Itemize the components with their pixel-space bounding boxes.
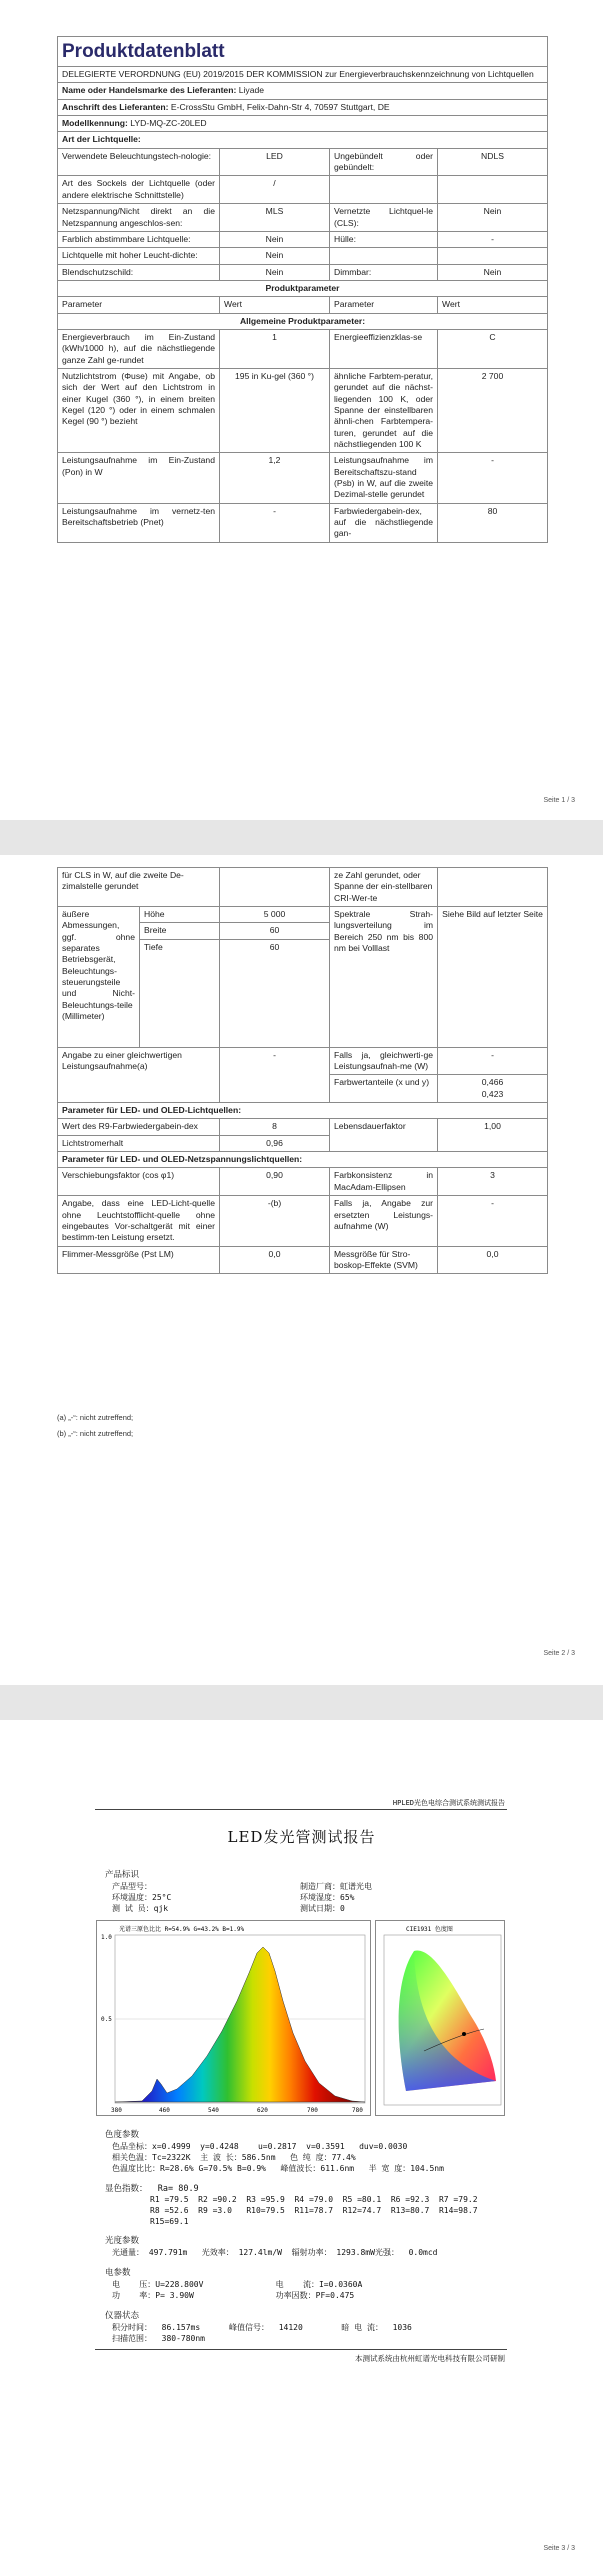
table-row: Wert des R9-Farbwiedergabein-dex 8 Lebensdauerfaktor 1,00 <box>58 1119 548 1135</box>
x-tick: 780 <box>352 2107 363 2114</box>
table-row: Leistungsaufnahme im Ein-Zustand (Pon) in W 1,2 Leistungsaufnahme im Bereitschaftszu-stand (Psb) in W, auf die zweite Dezimal-stelle gerundet - <box>58 453 548 503</box>
page-3 <box>0 1720 603 2560</box>
dimensions-label: äußere Abmessungen, ggf. ohne separates Betriebsgerät, Beleuchtungs-steuerungsteile und Nicht-Beleuchtungs-teile (Millimeter) <box>58 907 140 1048</box>
footnote-b: (b) „-“: nicht zutreffend; <box>57 1429 134 1438</box>
render-head: 显色指数： Ra= 80.9 <box>105 2184 199 2194</box>
spectrum-title: 光谱三原色比比 R=54.9% G=43.2% B=1.9% <box>119 1926 245 1933</box>
measured-point <box>462 2032 466 2036</box>
x-tick: 460 <box>159 2107 170 2114</box>
column-header-row: Parameter Wert Parameter Wert <box>58 297 548 313</box>
render-line-1: R1 =79.5 R2 =90.2 R3 =95.9 R4 =79.0 R5 =80.1 R6 =92.3 R7 =79.2 <box>150 2195 478 2204</box>
elec-line-2: 功 率：P= 3.90W 功率因数：PF=0.475 <box>112 2291 355 2300</box>
inst-head: 仪器状态 <box>105 2311 140 2321</box>
table-row: Netzspannung/Nicht direkt an die Netzspannung angeschlos-sen: MLS Vernetzte Lichtquel-le (CLS): Nein <box>58 204 548 232</box>
spectrum-chart <box>97 1921 372 2117</box>
table-row: Angabe zu einer gleichwertigen Leistungsaufnahme(a) - Falls ja, gleichwerti-ge Leistungsaufnah-me (W) - <box>58 1047 548 1075</box>
x-tick: 700 <box>307 2107 318 2114</box>
datasheet-table-2 <box>57 867 548 1274</box>
table-row: Blendschutzschild: Nein Dimmbar: Nein <box>58 264 548 280</box>
page-number: Seite 1 / 3 <box>543 797 575 804</box>
page-2 <box>0 855 603 1685</box>
table-row: Lichtquelle mit hoher Leucht-dichte: Nein <box>58 248 548 264</box>
elec-line-1: 电 压：U=228.800V 电 流：I=0.0360A <box>112 2280 363 2289</box>
color-line-1: 色品坐标：x=0.4999 y=0.4248 u=0.2817 v=0.3591 duv=0.0030 <box>112 2142 408 2151</box>
datasheet-table-1 <box>57 36 548 543</box>
table-row: Farbwertanteile (x und y) 0,466 0,423 <box>58 1075 548 1103</box>
tester-label: 测 试 员：qjk <box>112 1904 169 1913</box>
y-tick-05: 0.5 <box>101 2016 112 2023</box>
table-row: Flimmer-Messgröße (Pst LM) 0,0 Messgröße für Stro-boskop-Effekte (SVM) 0,0 <box>58 1246 548 1274</box>
header-rule <box>95 1809 507 1810</box>
table-row: Verschiebungsfaktor (cos φ1) 0,90 Farbkonsistenz in MacAdam-Ellipsen 3 <box>58 1168 548 1196</box>
table-row: Farblich abstimmbare Lichtquelle: Nein Hülle: - <box>58 231 548 247</box>
table-row: Leistungsaufnahme im vernetz-ten Bereitschaftsbetrieb (Pnet) - Farbwiedergabein-dex, auf die nächstliegende gan- 80 <box>58 503 548 542</box>
table-row: Energieverbrauch im Ein-Zustand (kWh/1000 h), auf die nächstliegende ganze Zahl ge-rundet 1 Energieeffizienzklas-se C <box>58 329 548 368</box>
table-row: Lichtstromerhalt 0,96 <box>58 1135 548 1151</box>
humidity-label: 环境湿度：65% <box>300 1893 355 1902</box>
maker-label: 制造厂商：虹谱光电 <box>300 1882 372 1891</box>
table-row: Art des Sockels der Lichtquelle (oder andere elektrische Schnittstelle) / <box>58 176 548 204</box>
report-footer: 本测试系统由杭州虹谱光电科技有限公司研制 <box>355 2354 505 2363</box>
photo-head: 光度参数 <box>105 2236 140 2246</box>
cie-title: CIE1931 色度图 <box>406 1926 453 1933</box>
light-source-type-head: Art der Lichtquelle: <box>58 132 548 148</box>
table-row: Verwendete Beleuchtungstech-nologie: LED Ungebündelt oder gebündelt: NDLS <box>58 148 548 176</box>
page-number: Seite 2 / 3 <box>543 1650 575 1657</box>
table-row: Angabe, dass eine LED-Licht-quelle ohne Leuchtstofflicht-quelle ohne eingebautes Vor-schaltgerät mit einer bestimm-ten Leistung ersetzt. -(b) Falls ja, Angabe zur ersetzten Leistungs-aufnahme (W) - <box>58 1196 548 1246</box>
x-tick: 380 <box>111 2107 122 2114</box>
page-1 <box>0 0 603 820</box>
supplier-address-row: Anschrift des Lieferanten: E-CrossStu GmbH, Felix-Dahn-Str 4, 70597 Stuttgart, DE <box>58 99 548 115</box>
footnote-a: (a) „-“: nicht zutreffend; <box>57 1413 134 1422</box>
regulation-text: DELEGIERTE VERORDNUNG (EU) 2019/2015 DER KOMMISSION zur Energieverbrauchskennzeichnung von Lichtquellen <box>58 67 548 83</box>
report-title: LED发光管测试报告 <box>227 1828 376 1846</box>
table-row: Nutzlichtstrom (Φuse) mit Angabe, ob sich der Wert auf den Lichtstrom in einer Kugel (360 °), in einem breiten Kegel (120 °) oder in einem schmalen Kegel (90 °) bezieht 195 in Ku-gel (360 °) ähnliche Farbtem-peratur, gerundet auf die nächst-liegenden 100 K, oder Spanne der einstellbaren ähnli-chen Farbtempera-turen, gerundet auf die nächstliegenden 100 K 2 700 <box>58 368 548 452</box>
page-title: Produktdatenblatt <box>58 37 548 67</box>
cie-chart <box>376 1921 506 2117</box>
model-label: 产品型号： <box>112 1882 152 1891</box>
general-params-head: Allgemeine Produktparameter: <box>58 313 548 329</box>
model-row: Modellkennung: LYD-MQ-ZC-20LED <box>58 116 548 132</box>
color-line-2: 相关色温：Tc=2322K 主 波 长：586.5nm 色 纯 度：77.4% <box>112 2153 356 2162</box>
inst-line-1: 积分时间： 86.157ms 峰值信号： 14120 暗 电 流： 1036 <box>112 2323 412 2332</box>
footer-rule <box>95 2349 507 2350</box>
x-tick: 540 <box>208 2107 219 2114</box>
color-head: 色度参数 <box>105 2130 140 2140</box>
render-line-3: R15=69.1 <box>150 2217 189 2226</box>
mains-head: Parameter für LED- und OLED-Netzspannungslichtquellen: <box>58 1152 548 1168</box>
page-number: Seite 3 / 3 <box>543 2545 575 2552</box>
table-row: Tiefe 60 <box>58 939 548 1047</box>
table-row: für CLS in W, auf die zweite De-zimalstelle gerundet ze Zahl gerundet, oder Spanne der ein-stellbaren CRI-Wer-te <box>58 868 548 907</box>
table-row: Breite 60 <box>58 923 548 939</box>
spectrum-curve <box>115 1947 365 2102</box>
x-tick: 620 <box>257 2107 268 2114</box>
y-tick-1: 1.0 <box>101 1934 112 1941</box>
inst-line-2: 扫描范围： 380-780nm <box>112 2334 205 2343</box>
product-params-head: Produktparameter <box>58 280 548 296</box>
photo-line-1: 光通量： 497.791m 光效率： 127.4lm/W 辐射功率： 1293.8mW光强： 0.0mcd <box>112 2248 438 2257</box>
supplier-name-row: Name oder Handelsmarke des Lieferanten: Liyade <box>58 83 548 99</box>
date-label: 测试日期：0 <box>300 1904 345 1913</box>
elec-head: 电参数 <box>105 2268 131 2278</box>
color-line-3: 色温度比比：R=28.6% G=70.5% B=0.9% 峰值波长：611.6nm 半 宽 度：104.5nm <box>112 2164 444 2173</box>
led-oled-head: Parameter für LED- und OLED-Lichtquellen: <box>58 1103 548 1119</box>
temp-label: 环境温度：25°C <box>112 1893 172 1902</box>
spectrum-panel <box>96 1920 371 2116</box>
product-head: 产品标识 <box>105 1870 140 1880</box>
cie-panel <box>375 1920 505 2116</box>
report-header: HPLED光色电综合测试系统测试报告 <box>392 1799 505 1807</box>
table-row: äußere Abmessungen, ggf. ohne separates Betriebsgerät, Beleuchtungs-steuerungsteile und Nicht-Beleuchtungs-teile (Millimeter) Höhe 5 000 Spektrale Strah-lungsverteilung im Bereich 250 nm bis 800 nm bei Volllast Siehe Bild auf letzter Seite <box>58 907 548 923</box>
render-line-2: R8 =52.6 R9 =3.0 R10=79.5 R11=78.7 R12=74.7 R13=80.7 R14=98.7 <box>150 2206 478 2215</box>
